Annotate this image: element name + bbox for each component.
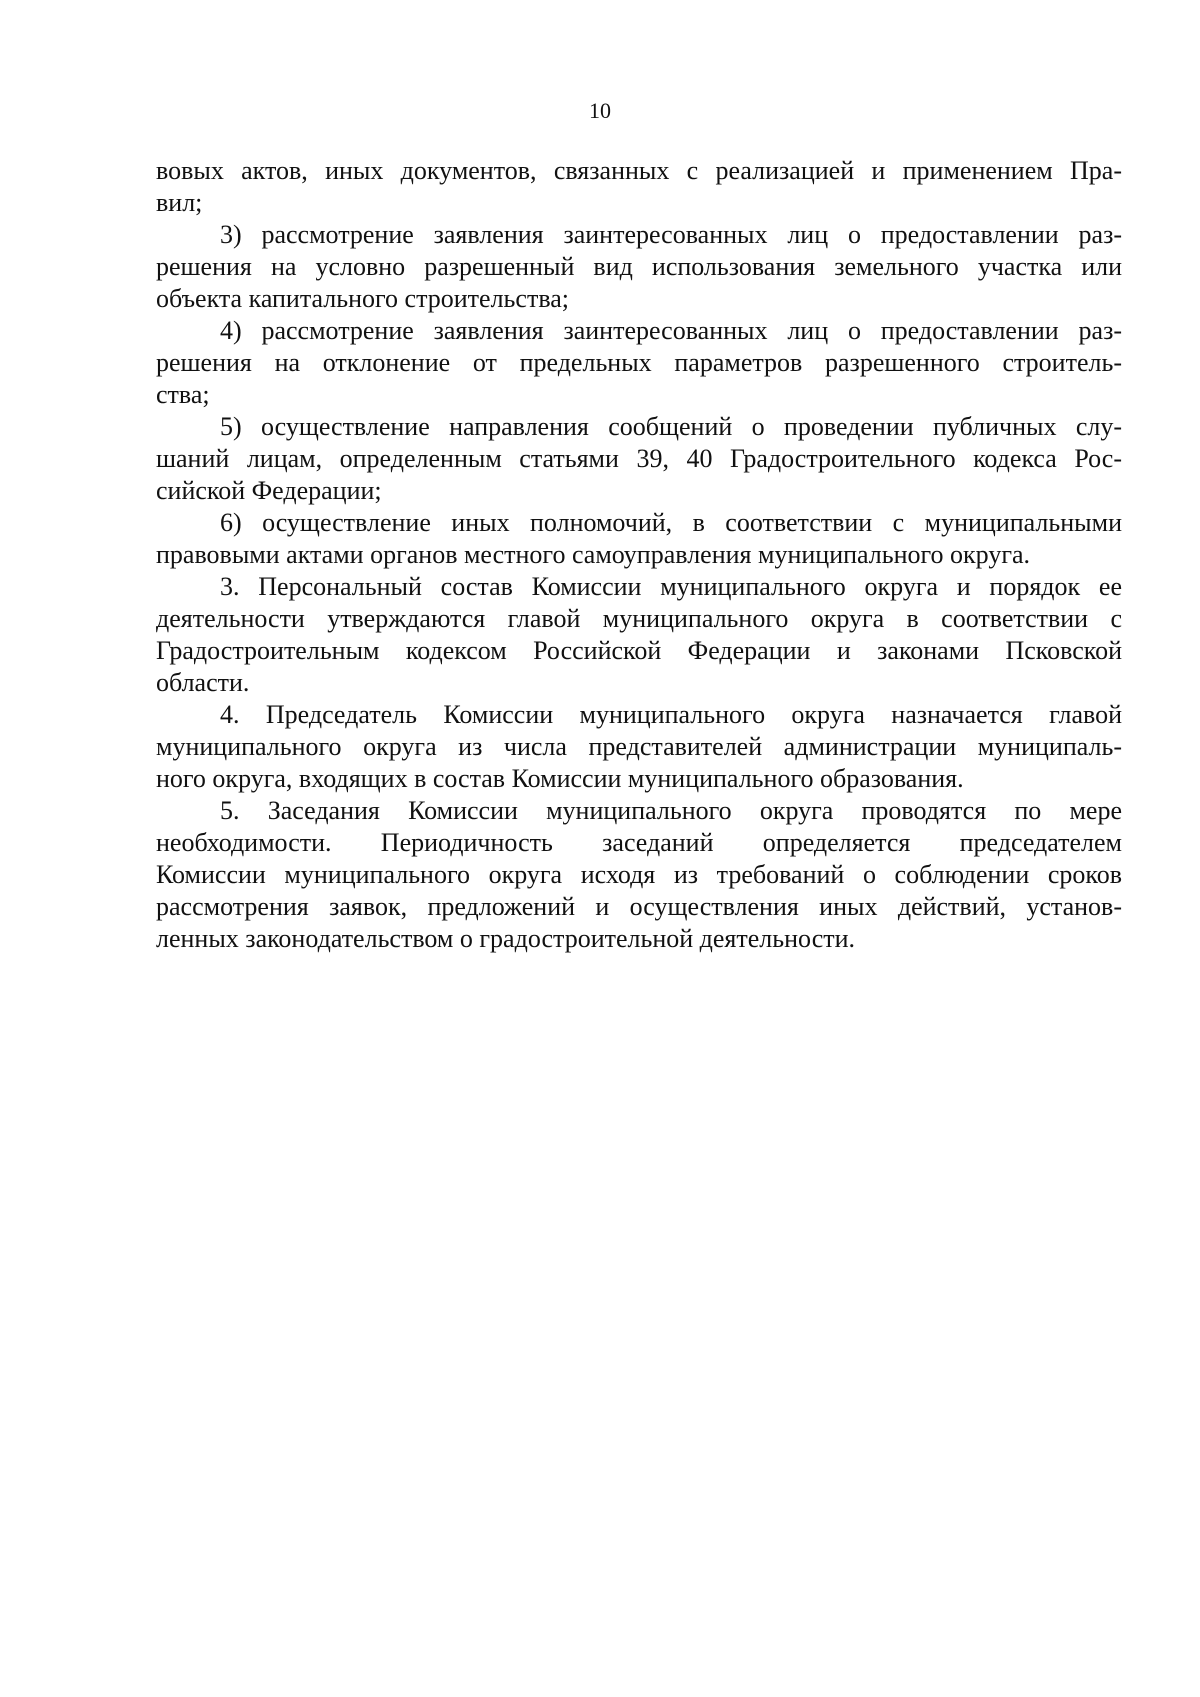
list-item-3 [156,219,1122,315]
text-line: вил; [156,188,203,217]
list-item-5 [156,411,1122,507]
text-line: Градостроительным кодексом Российской Федерации и законами Псковской [156,636,1122,665]
text-line: ленных законодательством о градостроительной деятельности. [156,924,856,953]
text-line: ства; [156,380,210,409]
text-line: 4. Председатель Комиссии муниципального округа назначается главой [220,700,1122,729]
text-line: 5. Заседания Комиссии муниципального округа проводятся по мере [220,796,1122,825]
text-line: 4) рассмотрение заявления заинтересованных лиц о предоставлении раз- [220,316,1122,345]
text-line: Комиссии муниципального округа исходя из требований о соблюдении сроков [156,860,1122,889]
text-line: муниципального округа из числа представителей администрации муниципаль- [156,732,1122,761]
text-line: сийской Федерации; [156,476,382,505]
text-line: 3) рассмотрение заявления заинтересованных лиц о предоставлении раз- [220,220,1122,249]
text-line: объекта капитального строительства; [156,284,570,313]
paragraph-continuation [156,155,1122,219]
text-line: рассмотрения заявок, предложений и осуществления иных действий, установ- [156,892,1122,921]
section-4-paragraph [156,699,1122,795]
text-line: области. [156,668,250,697]
document-body [156,155,1122,955]
text-line: ного округа, входящих в состав Комиссии муниципального образования. [156,764,964,793]
text-line: 5) осуществление направления сообщений о проведении публичных слу- [220,412,1122,441]
text-line: решения на отклонение от предельных параметров разрешенного строитель- [156,348,1122,377]
text-line: шаний лицам, определенным статьями 39, 40 Градостроительного кодекса Рос- [156,444,1122,473]
text-line: вовых актов, иных документов, связанных с реализацией и применением Пра- [156,156,1122,185]
list-item-6 [156,507,1122,571]
text-line: решения на условно разрешенный вид использования земельного участка или [156,252,1122,281]
section-3-paragraph [156,571,1122,699]
text-line: правовыми актами органов местного самоуправления муниципального округа. [156,540,1031,569]
page-number: 10 [589,98,611,123]
list-item-4 [156,315,1122,411]
section-5-paragraph [156,795,1122,955]
text-line: необходимости. Периодичность заседаний определяется председателем [156,828,1122,857]
text-line: деятельности утверждаются главой муниципального округа в соответствии с [156,604,1122,633]
text-line: 3. Персональный состав Комиссии муниципального округа и порядок ее [220,572,1122,601]
text-line: 6) осуществление иных полномочий, в соответствии с муниципальными [220,508,1122,537]
